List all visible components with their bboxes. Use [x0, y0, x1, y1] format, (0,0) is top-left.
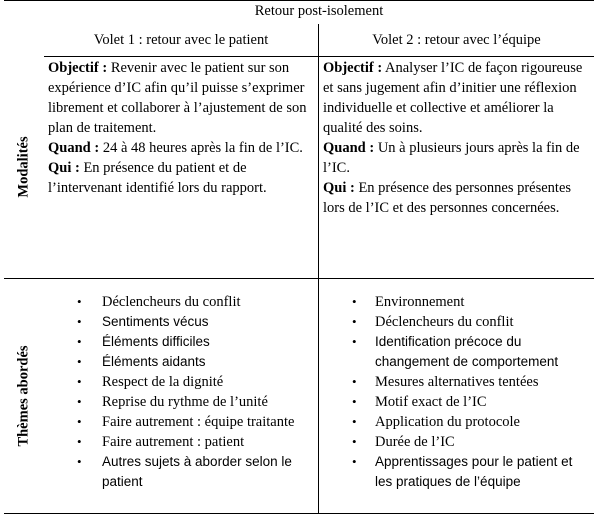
list-item-text: Mesures alternatives tentées — [375, 374, 539, 390]
list-item — [48, 292, 316, 312]
list-item — [48, 452, 316, 492]
quand-text: Un à plusieurs jours après la fin de l’IC. — [323, 140, 580, 176]
themes-list-volet-1 — [48, 292, 316, 492]
column-header-volet-1: Volet 1 : retour avec le patient — [93, 32, 269, 48]
objectif-label: Objectif : — [323, 60, 383, 76]
bullet-icon: • — [77, 334, 82, 349]
cell-modalites-volet-2 — [321, 58, 587, 218]
bullet-icon: • — [77, 414, 82, 429]
list-item — [48, 372, 316, 392]
themes-list-volet-2 — [322, 292, 590, 492]
list-item — [322, 432, 590, 452]
cell-themes-volet-2 — [320, 292, 592, 492]
cell-themes-volet-1 — [46, 292, 318, 492]
list-item-text: Faire autrement : patient — [102, 434, 245, 450]
list-item — [48, 412, 316, 432]
list-item — [322, 292, 590, 312]
column-divider — [318, 24, 319, 514]
list-item — [48, 432, 316, 452]
list-item-text: Apprentissages pour le patient et les pratiques de l’équipe — [375, 454, 573, 489]
list-item — [322, 412, 590, 432]
list-item — [322, 372, 590, 392]
list-item-text: Faire autrement : équipe traitante — [102, 414, 295, 430]
bullet-icon: • — [352, 434, 357, 449]
qui-paragraph — [48, 158, 312, 198]
list-item-text: Identification précoce du changement de comportement — [375, 334, 559, 369]
column-header-volet-2: Volet 2 : retour avec l’équipe — [372, 32, 541, 48]
cell-modalites-volet-1 — [46, 58, 314, 198]
row-separator — [4, 278, 594, 279]
list-item — [322, 332, 590, 372]
list-item-text: Environnement — [375, 294, 465, 310]
bullet-icon: • — [352, 294, 357, 309]
quand-paragraph — [323, 138, 585, 178]
list-item-text: Déclencheurs du conflit — [102, 294, 241, 310]
quand-label: Quand : — [48, 140, 100, 156]
list-item-text: Sentiments vécus — [102, 314, 209, 329]
bullet-icon: • — [77, 294, 82, 309]
list-item — [48, 312, 316, 332]
bullet-icon: • — [77, 374, 82, 389]
objectif-label: Objectif : — [48, 60, 108, 76]
list-item — [48, 392, 316, 412]
bullet-icon: • — [77, 454, 82, 469]
objectif-text: Revenir avec le patient sur son expérience d’IC afin qu’il puisse s’exprimer librement et collaborer à l’ajustement de son plan de traitement. — [48, 60, 307, 136]
header-separator — [44, 56, 594, 57]
quand-paragraph — [48, 138, 312, 158]
objectif-paragraph — [48, 58, 312, 138]
bullet-icon: • — [352, 334, 357, 349]
table-title: Retour post-isolement — [254, 3, 384, 19]
list-item — [48, 352, 316, 372]
bullet-icon: • — [352, 314, 357, 329]
list-item — [322, 392, 590, 412]
row-label-themes: Thèmes abordés — [16, 345, 33, 447]
list-item-text: Motif exact de l’IC — [375, 394, 487, 410]
objectif-paragraph — [323, 58, 585, 138]
quand-text: 24 à 48 heures après la fin de l’IC. — [99, 140, 303, 156]
list-item — [48, 332, 316, 352]
list-item-text: Éléments difficiles — [102, 334, 210, 349]
bullet-icon: • — [352, 454, 357, 469]
list-item-text: Déclencheurs du conflit — [375, 314, 514, 330]
qui-text: En présence des personnes présentes lors de l’IC et des personnes concernées. — [323, 180, 572, 216]
qui-paragraph — [323, 178, 585, 218]
bullet-icon: • — [352, 394, 357, 409]
qui-label: Qui : — [323, 180, 355, 196]
list-item-text: Autres sujets à aborder selon le patient — [102, 454, 292, 489]
bullet-icon: • — [77, 314, 82, 329]
list-item-text: Durée de l’IC — [375, 434, 455, 450]
list-item-text: Reprise du rythme de l’unité — [102, 394, 268, 410]
objectif-text: Analyser l’IC de façon rigoureuse et sans jugement afin d’initier une réflexion individuelle et collective et améliorer la qualité des soins. — [323, 60, 583, 136]
list-item-text: Application du protocole — [375, 414, 520, 430]
bullet-icon: • — [352, 414, 357, 429]
bullet-icon: • — [352, 374, 357, 389]
retour-post-isolement-table — [4, 0, 594, 514]
bullet-icon: • — [77, 434, 82, 449]
bullet-icon: • — [77, 354, 82, 369]
list-item-text: Éléments aidants — [102, 354, 206, 369]
list-item-text: Respect de la dignité — [102, 374, 224, 390]
table-bottom-border — [4, 513, 594, 514]
row-label-modalites: Modalités — [16, 136, 32, 198]
quand-label: Quand : — [323, 140, 375, 156]
list-item — [322, 452, 590, 492]
list-item — [322, 312, 590, 332]
qui-label: Qui : — [48, 160, 80, 176]
qui-text: En présence du patient et de l’intervenant identifié lors du rapport. — [48, 160, 267, 196]
bullet-icon: • — [77, 394, 82, 409]
